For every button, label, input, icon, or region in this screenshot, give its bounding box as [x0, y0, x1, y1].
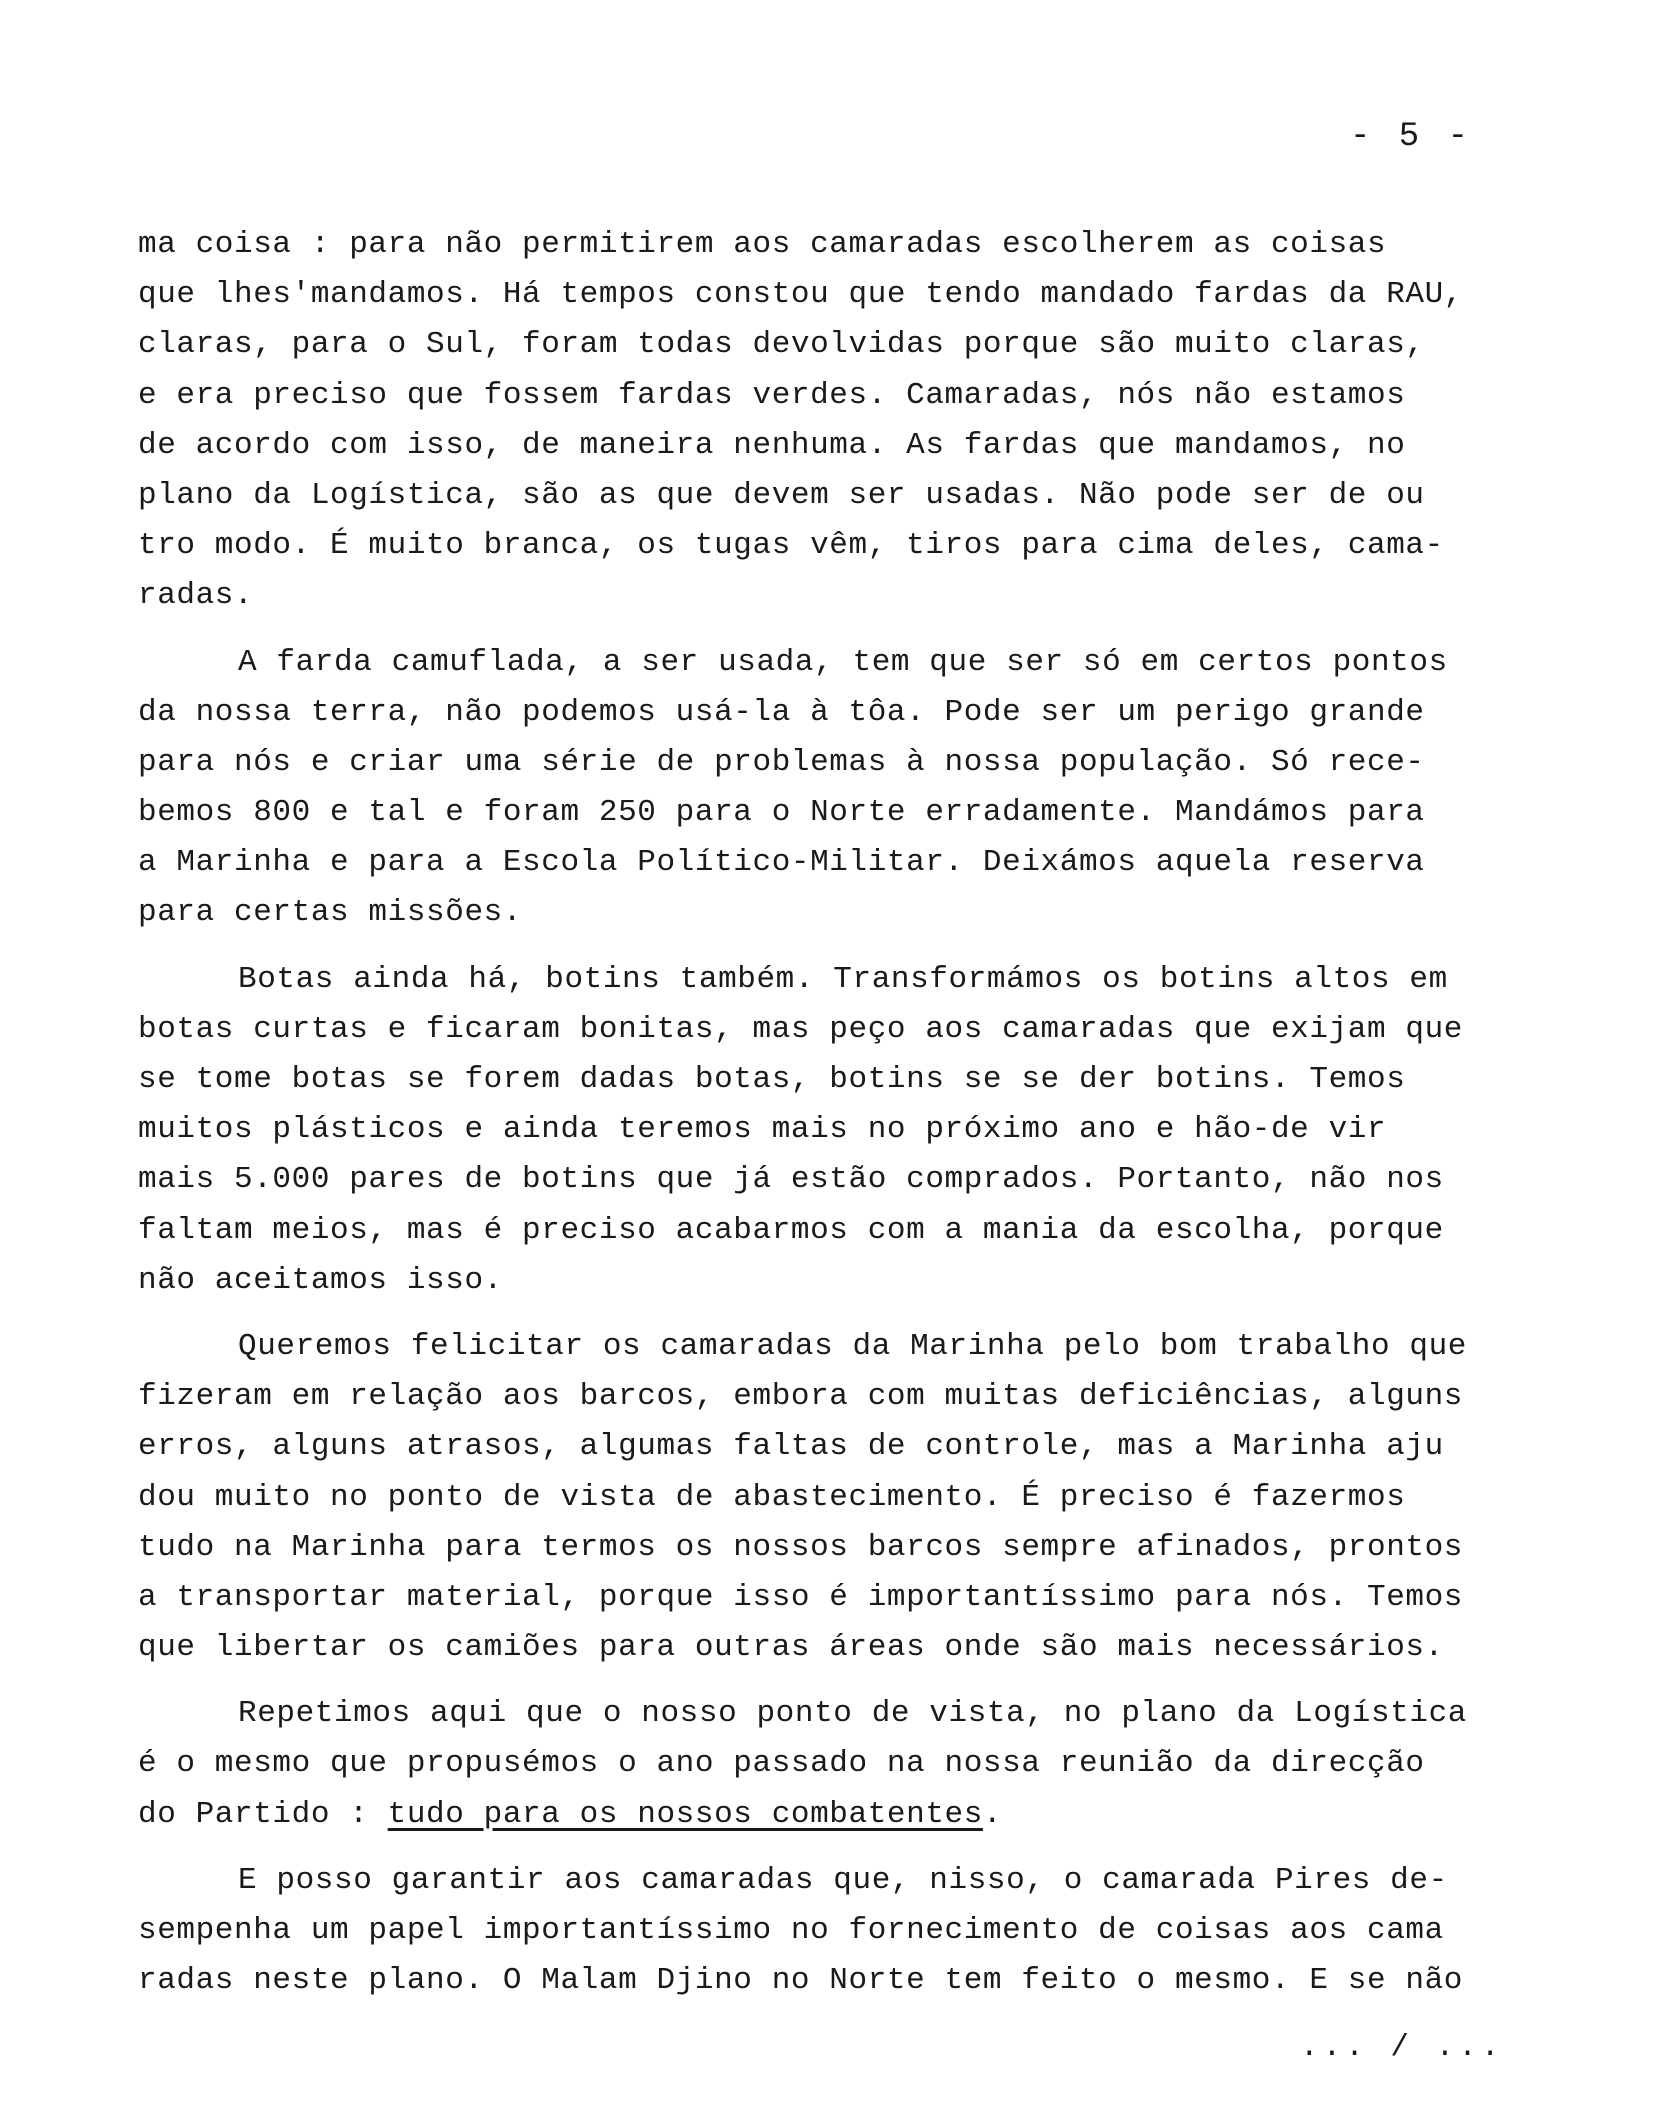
text-line: que lhes'mandamos. Há tempos constou que tendo mandado fardas da RAU, [138, 277, 1464, 313]
text-line: tudo na Marinha para termos os nossos barcos sempre afinados, prontos [138, 1529, 1464, 1565]
text-line: faltam meios, mas é preciso acabarmos com a mania da escolha, porque [138, 1212, 1444, 1248]
text-line: tro modo. É muito branca, os tugas vêm, tiros para cima deles, cama- [138, 528, 1444, 564]
text-line: mais 5.000 pares de botins que já estão comprados. Portanto, não nos [138, 1162, 1444, 1198]
text-line: e era preciso que fossem fardas verdes. Camaradas, nós não estamos [138, 377, 1406, 413]
text-line: radas neste plano. O Malam Djino no Norte tem feito o mesmo. E se não [138, 1963, 1464, 1999]
text-line: claras, para o Sul, foram todas devolvidas porque são muito claras, [138, 327, 1425, 363]
paragraph-5 [138, 1689, 1558, 1840]
text-line: erros, alguns atrasos, algumas faltas de controle, mas a Marinha aju [138, 1429, 1444, 1465]
text-line [138, 1790, 1558, 1840]
text-line: de acordo com isso, de maneira nenhuma. As fardas que mandamos, no [138, 427, 1406, 463]
text-line: da nossa terra, não podemos usá-la à tôa. Pode ser um perigo grande [138, 694, 1425, 730]
text-line: radas. [138, 578, 254, 614]
text-line: plano da Logística, são as que devem ser usadas. Não pode ser de ou [138, 477, 1425, 513]
text-line: para nós e criar uma série de problemas à nossa população. Só rece- [138, 744, 1425, 780]
text-line: se tome botas se forem dadas botas, botins se se der botins. Temos [138, 1062, 1406, 1097]
text-line: Botas ainda há, botins também. Transformámos os botins altos em [238, 961, 1448, 997]
document-body [138, 220, 1558, 2006]
underlined-phrase: tudo para os nossos combatentes [387, 1796, 983, 1832]
text-line: a Marinha e para a Escola Político-Militar. Deixámos aquela reserva [138, 845, 1425, 881]
continuation-mark: ... / ... [1300, 2030, 1504, 2065]
page-number: - 5 - [1350, 118, 1473, 156]
text-line: a transportar material, porque isso é importantíssimo para nós. Temos [138, 1579, 1464, 1615]
text-line: bemos 800 e tal e foram 250 para o Norte erradamente. Mandámos para [138, 795, 1425, 831]
text-line: não aceitamos isso. [138, 1262, 503, 1298]
paragraph-1 [138, 220, 1558, 622]
text-line: muitos plásticos e ainda teremos mais no próximo ano e hão-de vir [138, 1112, 1387, 1148]
text-line: A farda camuflada, a ser usada, tem que ser só em certos pontos [238, 644, 1448, 680]
text-line: dou muito no ponto de vista de abastecimento. É preciso é fazermos [138, 1479, 1406, 1515]
paragraph-2 [138, 638, 1558, 939]
text-line: fizeram em relação aos barcos, embora com muitas deficiências, alguns [138, 1379, 1464, 1415]
text-line: sempenha um papel importantíssimo no fornecimento de coisas aos cama [138, 1913, 1444, 1948]
text-line: botas curtas e ficaram bonitas, mas peço aos camaradas que exijam que [138, 1011, 1464, 1047]
text-line: para certas missões. [138, 895, 523, 931]
text-line: ma coisa : para não permitirem aos camaradas escolherem as coisas [138, 227, 1387, 262]
text-line: é o mesmo que propusémos o ano passado na nossa reunião da direcção [138, 1746, 1425, 1782]
text-line: que libertar os camiões para outras áreas onde são mais necessários. [138, 1630, 1444, 1666]
paragraph-3 [138, 955, 1558, 1306]
text-fragment: do Partido : [138, 1796, 388, 1832]
text-line: Queremos felicitar os camaradas da Marinha pelo bom trabalho que [238, 1328, 1467, 1364]
text-line: Repetimos aqui que o nosso ponto de vista, no plano da Logística [238, 1696, 1467, 1732]
text-line: E posso garantir aos camaradas que, nisso, o camarada Pires de- [238, 1862, 1448, 1898]
paragraph-4 [138, 1322, 1558, 1673]
text-fragment: . [982, 1796, 1003, 1832]
paragraph-6 [138, 1856, 1558, 2007]
